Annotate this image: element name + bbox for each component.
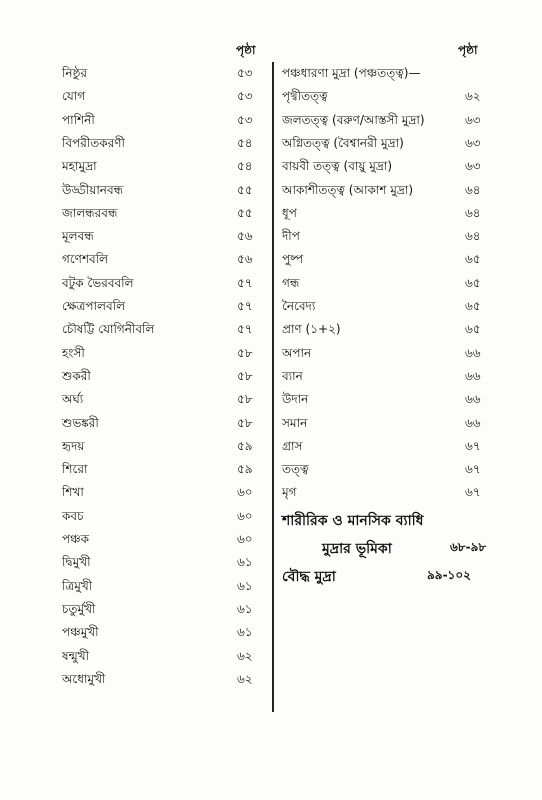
right-column xyxy=(272,0,542,800)
entry-page-number: ৫৬ xyxy=(237,229,253,244)
entry-page-number: ৬৩ xyxy=(465,159,481,174)
toc-entry xyxy=(62,204,262,226)
entry-page-number: ৫৯ xyxy=(237,462,253,477)
toc-entry xyxy=(282,437,532,459)
left-page-header: পৃষ্ঠা xyxy=(236,43,256,57)
entry-page-number: ৫৫ xyxy=(237,182,253,197)
toc-entry xyxy=(62,250,262,272)
entry-title: দ্বিমুখী xyxy=(62,555,91,570)
entry-title: ব্যান xyxy=(282,368,303,383)
toc-entry xyxy=(62,600,262,622)
entry-title: গণেশবলি xyxy=(62,252,109,267)
entry-title: প্রাণ (১+২) xyxy=(282,322,341,337)
entry-title: শিরো xyxy=(62,462,88,477)
entry-page-number: ৬১ xyxy=(237,625,253,640)
toc-entry xyxy=(62,437,262,459)
entry-title: পঞ্চমুখী xyxy=(62,625,99,640)
entry-page-number: ৬৬ xyxy=(465,415,481,430)
toc-entry xyxy=(62,414,262,436)
toc-entry xyxy=(62,344,262,366)
toc-entry xyxy=(282,157,532,179)
toc-entry xyxy=(62,460,262,482)
entry-title: গ্রাস xyxy=(282,438,303,453)
entry-title: গন্ধ xyxy=(282,275,300,290)
entry-page-number: ৫৪ xyxy=(237,135,253,150)
toc-entry xyxy=(282,344,532,366)
entry-page-number: ৬০ xyxy=(237,485,253,500)
entry-title: মূলবন্ধ xyxy=(62,229,94,244)
toc-entry xyxy=(282,181,532,203)
toc-entry xyxy=(62,647,262,669)
entry-page-number: ৬৬ xyxy=(465,345,481,360)
toc-entry xyxy=(62,297,262,319)
toc-entry xyxy=(62,320,262,342)
toc-entry xyxy=(282,134,532,156)
toc-entry xyxy=(62,157,262,179)
toc-entry xyxy=(282,204,532,226)
entry-title: নৈবেদ্য xyxy=(282,299,316,313)
entry-page-number: ৬২ xyxy=(237,671,253,686)
entry-page-number: ৬০ xyxy=(237,532,253,546)
entry-page-number: ৫৮ xyxy=(237,392,253,407)
entry-page-number: ৫৩ xyxy=(237,66,253,80)
toc-entry xyxy=(62,483,262,505)
entry-page-number: ৫৬ xyxy=(237,252,253,267)
entry-page-number: ৬৫ xyxy=(465,322,481,337)
toc-entry xyxy=(62,111,262,133)
entry-title: বটুক ভৈরববলি xyxy=(62,275,134,290)
toc-entry xyxy=(282,483,532,505)
entry-page-number: ৫৭ xyxy=(237,299,253,313)
entry-page-number: ৫৫ xyxy=(237,205,253,220)
entry-page-number: ৬৭ xyxy=(465,462,481,477)
toc-entry xyxy=(282,250,532,272)
final-entry: বৌদ্ধ মুদ্রা ৯৯-১০২ xyxy=(282,568,471,585)
toc-entry xyxy=(282,274,532,296)
toc-entry xyxy=(62,670,262,692)
entry-title: পঞ্চক xyxy=(62,532,90,546)
toc-entry xyxy=(282,320,532,342)
toc-entry xyxy=(62,577,262,599)
toc-entry xyxy=(62,507,262,529)
entry-page-number: ৬৭ xyxy=(465,485,481,500)
entry-page-number: ৫৪ xyxy=(237,159,253,174)
toc-entry xyxy=(62,181,262,203)
toc-entry xyxy=(282,460,532,482)
toc-entry xyxy=(62,87,262,109)
toc-entry xyxy=(282,390,532,412)
entry-title: বিপরীতকরণী xyxy=(62,135,125,150)
entry-title: শুকরী xyxy=(62,368,91,383)
entry-page-number: ৫৯ xyxy=(237,438,253,453)
entry-title: ষন্মুখী xyxy=(62,648,90,663)
entry-title: অপান xyxy=(282,345,312,360)
entry-page-number: ৬৪ xyxy=(465,182,481,197)
entry-title: নিষ্ঠুর xyxy=(62,66,88,80)
toc-entry xyxy=(282,367,532,389)
entry-page-number: ৬৫ xyxy=(465,299,481,313)
toc-entry xyxy=(282,111,532,133)
entry-title: ধূপ xyxy=(282,205,297,220)
entry-title: পঞ্চধারণা মুদ্রা (পঞ্চতত্ত্ব)— xyxy=(282,66,421,80)
entry-title: বায়বী তত্ত্ব (বায়ু মুদ্রা) xyxy=(282,159,393,174)
toc-entry xyxy=(62,134,262,156)
entry-title: দীপ xyxy=(282,229,300,244)
toc-entry xyxy=(62,553,262,575)
toc-entry xyxy=(62,390,262,412)
toc-entry xyxy=(282,414,532,436)
entry-page-number: ৬১ xyxy=(237,578,253,593)
entry-title: পৃথ্বীতত্ত্ব xyxy=(282,89,328,104)
entry-title: ত্রিমুখী xyxy=(62,578,93,593)
entry-title: উড্ডীয়ানবন্ধ xyxy=(62,182,124,197)
entry-page-number: ৬৪ xyxy=(465,229,481,244)
toc-entry xyxy=(282,64,532,86)
entry-title: শিখা xyxy=(62,485,84,500)
entry-title: জালন্ধরবন্ধ xyxy=(62,205,118,220)
entry-page-number: ৬০ xyxy=(237,508,253,523)
entry-page-number: ৬১ xyxy=(237,601,253,616)
entry-title: চৌষট্টি যোগিনীবলি xyxy=(62,322,155,337)
entry-title: পাশিনী xyxy=(62,112,95,127)
toc-entry xyxy=(62,623,262,645)
entry-page-number: ৬৬ xyxy=(465,368,481,383)
entry-title: ক্ষেত্রপালবলি xyxy=(62,299,126,313)
entry-page-number: ৫৮ xyxy=(237,415,253,430)
toc-entry xyxy=(282,87,532,109)
toc-entry xyxy=(282,297,532,319)
entry-title: যোগ xyxy=(62,89,86,104)
entry-page-number: ৬৩ xyxy=(465,112,481,127)
toc-entry xyxy=(282,227,532,249)
entry-page-number: ৬৪ xyxy=(465,205,481,220)
entry-page-number: ৫৩ xyxy=(237,89,253,104)
entry-page-number: ৬৫ xyxy=(465,275,481,290)
toc-entry xyxy=(62,367,262,389)
entry-title: উদান xyxy=(282,392,309,407)
entry-page-number: ৫৮ xyxy=(237,345,253,360)
right-page-header: পৃষ্ঠা xyxy=(458,43,478,57)
entry-title: চতুর্মুখী xyxy=(62,601,96,616)
entry-page-number: ৬৩ xyxy=(465,135,481,150)
entry-page-number: ৬২ xyxy=(465,89,481,104)
entry-page-number: ৬৬ xyxy=(465,392,481,407)
entry-title: হৃদয় xyxy=(62,438,85,453)
entry-title: অর্ঘ্য xyxy=(62,392,84,407)
entry-title: তত্ত্ব xyxy=(282,462,309,477)
entry-page-number: ৫৭ xyxy=(237,322,253,337)
entry-title: অগ্নিতত্ত্ব (বৈশ্বানরী মুদ্রা) xyxy=(282,135,404,150)
entry-title: কবচ xyxy=(62,508,84,523)
entry-page-number: ৬১ xyxy=(237,555,253,570)
toc-entry xyxy=(62,227,262,249)
entry-page-number: ৬৭ xyxy=(465,438,481,453)
toc-entry xyxy=(62,64,262,86)
entry-title: হংসী xyxy=(62,345,85,360)
entry-title: পুষ্প xyxy=(282,252,304,267)
entry-title: অধোমুখী xyxy=(62,671,106,686)
entry-page-number: ৬২ xyxy=(237,648,253,663)
entry-title: জলতত্ত্ব (বরুণ/আস্তসী মুদ্রা) xyxy=(282,112,425,127)
entry-title: মৃগ xyxy=(282,485,297,500)
toc-entry xyxy=(62,274,262,296)
entry-page-number: ৫৩ xyxy=(237,112,253,127)
entry-title: সমান xyxy=(282,415,308,430)
section-subentry: মুদ্রার ভূমিকা ৬৮-৯৮ xyxy=(322,540,487,557)
entry-page-number: ৬৫ xyxy=(465,252,481,267)
entry-page-number: ৫৭ xyxy=(237,275,253,290)
toc-entry xyxy=(62,530,262,552)
section-title: শারীরিক ও মানসিক ব্যাধি xyxy=(282,513,424,529)
entry-title: আকাশীতত্ত্ব (আকাশ মুদ্রা) xyxy=(282,182,414,197)
entry-title: মহামুদ্রা xyxy=(62,159,97,174)
entry-title: শুভঙ্করী xyxy=(62,415,99,430)
entry-page-number: ৫৮ xyxy=(237,368,253,383)
